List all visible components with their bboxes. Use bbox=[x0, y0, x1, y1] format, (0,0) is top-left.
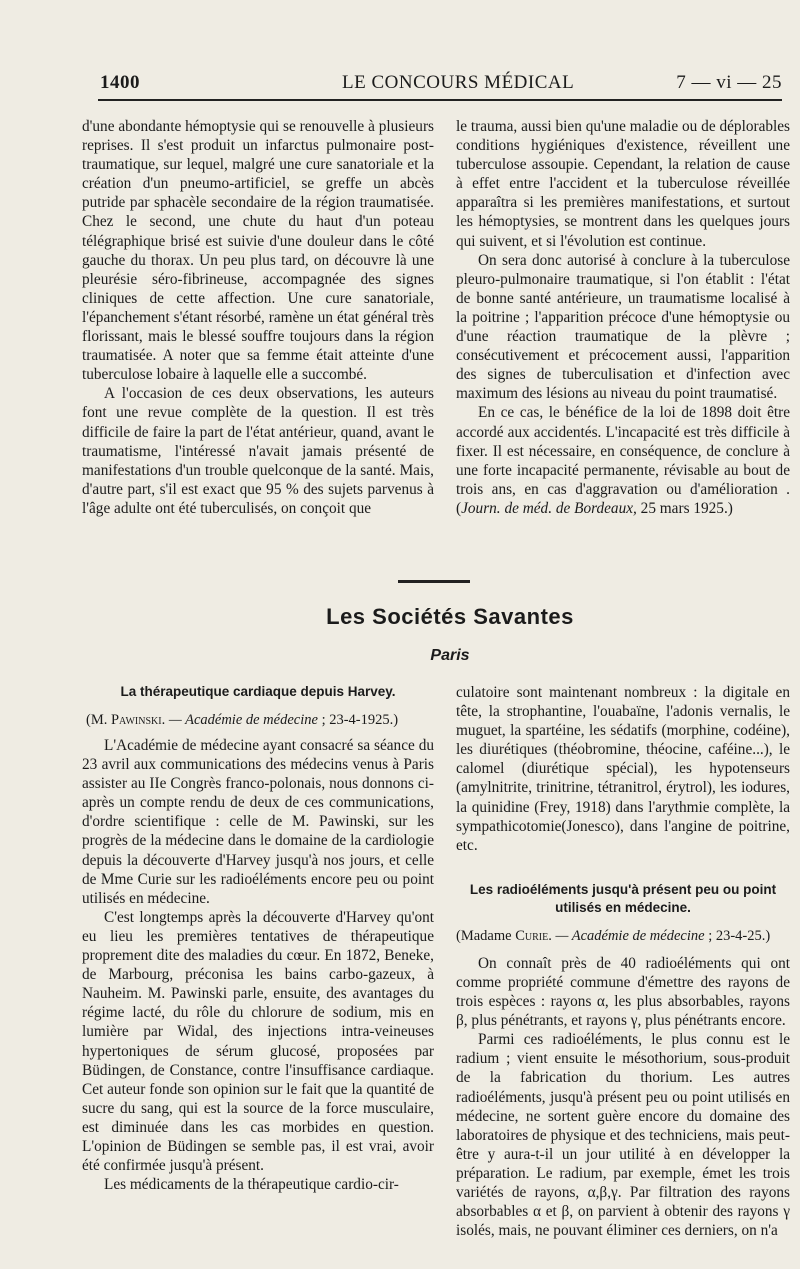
paragraph-text: En ce cas, le bénéfice de la loi de 1898 doit être accordé aux accidentés. L'incapacité est très difficile à fixer. Il est nécessaire, en conséquence, de conclure à une forte incapacité permanente, révisable au bout de trois ans, en cas d'aggravation ou d'amélioration . ( bbox=[456, 404, 790, 517]
paragraph: A l'occasion de ces deux observations, les auteurs font une revue complète de la question. Il est très difficile de faire la part de l'état antérieur, quand, avant le traumatisme, l'intéressé n'avait jamais présenté de manifestations d'un trouble quelconque de la santé. Mais, d'autre part, s'il est exact que 95 % des sujets parvenus à l'âge adulte ont été tuberculisés, on conçoit que bbox=[82, 385, 434, 517]
top-left-column bbox=[82, 117, 434, 518]
byline-open: (Madame bbox=[456, 927, 516, 944]
paragraph: On connaît près de 40 radioéléments qui ont comme propriété commune d'émettre des rayons de trois espèces : rayons α, les plus absorbables, rayons β, plus pénétrants, et rayons γ, plus pénétrants encore. bbox=[456, 954, 790, 1030]
section-separator bbox=[398, 580, 470, 583]
top-right-column bbox=[456, 117, 790, 518]
byline-date: ; 23-4-25.) bbox=[704, 927, 771, 944]
running-header bbox=[98, 66, 782, 96]
article-heading: Les radioéléments jusqu'à présent peu ou point utilisés en médecine. bbox=[469, 881, 777, 915]
header-rule bbox=[98, 99, 782, 101]
article-byline bbox=[456, 927, 790, 946]
paragraph: L'Académie de médecine ayant consacré sa séance du 23 avril aux communications des médecins venus à Paris assister au IIe Congrès franco-polonais, nous donnons ci-après un compte rendu de deux de ces communications, d'ordre scientifique : celle de M. Pawinski, sur les progrès de la médecine dans le domaine de la cardiologie depuis la découverte d'Harvey jusqu'à nos jours, et celle de Mme Curie sur les radioéléments encore peu ou point utilisés en médecine. bbox=[82, 737, 434, 907]
paragraph: culatoire sont maintenant nombreux : la digitale en tête, la strophantine, l'ouabaïne, l'adonis vernalis, le muguet, la spartéine, les sédatifs (morphine, codéine), les diurétiques (théobromine, théocine, caféine...), le calomel (diurétique spécial), les hypotenseurs (amylnitrite, trinitrine, tétranitrol, érytrol), les iodures, la quinidine (Frey, 1918) dans l'arythmie complète, la sympathicotomie(Jonesco), dans l'angine de poitrine, etc. bbox=[456, 684, 790, 854]
citation-journal: Journ. de méd. de Bordeaux, bbox=[461, 499, 637, 517]
article-byline bbox=[82, 711, 434, 730]
author-name: Curie. bbox=[515, 927, 552, 944]
bottom-right-column bbox=[456, 683, 790, 1240]
paragraph: d'une abondante hémoptysie qui se renouvelle à plusieurs reprises. Il s'est produit un infarctus pulmonaire post-traumatique, sur lequel, malgré une cure sanatoriale et la création d'un pneumo-artificiel, se greffe un abcès putride par sphacèle secondaire de la région traumatisée. Chez le second, une chute du haut d'un poteau télégraphique brisé est suivie d'une douleur dans le côté gauche du thorax. Un peu plus tard, on découvre là une pleurésie séro-fibrineuse, accompagnée des signes cliniques de cette affection. Une cure sanatoriale, l'épanchement s'étant résorbé, ramène un état général très florissant, mais le blessé souffre toujours dans la région traumatisée. A noter que sa femme était atteinte d'une tuberculose lobaire à laquelle elle a succombé. bbox=[82, 118, 434, 384]
section-subtitle: Paris bbox=[430, 647, 470, 664]
paragraph-with-citation bbox=[456, 403, 790, 518]
paragraph: le trauma, aussi bien qu'une maladie ou de déplorables conditions hygiéniques d'existence, réveillent une tuberculose assoupie. Cependant, la relation de cause à effet entre l'accident et la tuberculose réveillée apparaîtra si les premières manifestations, et surtout les hémoptysies, se montrent dans les quelques jours qui suivent, et si l'évolution est continue. bbox=[456, 118, 790, 250]
author-name: Pawinski. bbox=[110, 712, 166, 728]
byline-source: — Académie de médecine bbox=[165, 712, 318, 728]
paragraph: C'est longtemps après la découverte d'Harvey qu'ont eu lieu les premières tentatives de thérapeutique proprement dite des maladies du cœur. En 1872, Beneke, de Marbourg, préconisa les bains carbo-gazeux, à Nauheim. M. Pawinski parle, ensuite, des avantages du régime lacté, du rôle du chlorure de sodium, mis en lumière par Widal, des injections intra-veineuses hypertoniques de sérum glucosé, proposées par Büdingen, de Constance, contre l'insuffisance cardiaque. Cet auteur fonde son opinion sur le fait que la quantité de sucre du sang, qui est la source de la force musculaire, est diminuée dans les cas morbides en question. L'opinion de Büdingen se semble pas, il est vrai, avoir été confirmée jusqu'à présent. bbox=[82, 908, 434, 1175]
journal-title: LE CONCOURS MÉDICAL bbox=[342, 72, 575, 93]
byline-date: ; 23-4-1925.) bbox=[317, 712, 399, 728]
page-number: 1400 bbox=[100, 72, 140, 93]
article-heading: La thérapeutique cardiaque depuis Harvey. bbox=[120, 684, 396, 699]
citation-date: 25 mars 1925.) bbox=[636, 499, 733, 517]
paragraph: Les médicaments de la thérapeutique cardio-cir- bbox=[104, 1176, 399, 1194]
bottom-left-column bbox=[82, 683, 434, 1194]
paragraph: Parmi ces radioéléments, le plus connu est le radium ; vient ensuite le mésothorium, sous-produit de la fabrication du thorium. Les autres radioéléments, jusqu'à présent peu ou point utilisés en médecine, ne sortent guère encore du domaine des laboratoires de physique et des techniciens, mais peut-être y aura-t-il un jour utilité à en développer la préparation. Le radium, par exemple, émet les trois variétés de rayons, α,β,γ. Par filtration des rayons absorbables α et β, on parvient à obtenir des rayons γ isolés, mais, ne pouvant éliminer ces derniers, on n'a bbox=[456, 1031, 790, 1240]
paragraph: On sera donc autorisé à conclure à la tuberculose pleuro-pulmonaire traumatique, si l'on établit : l'état de bonne santé antérieure, un traumatisme localisé à la poitrine ; l'apparition précoce d'une hémoptysie ou d'une réaction traumatique de la plèvre ; consécutivement et précocement aussi, l'apparition des signes de tuberculisation et d'infection avec maximum des lésions au niveau du point traumatisé. bbox=[456, 251, 790, 403]
section-title: Les Sociétés Savantes bbox=[326, 604, 574, 629]
byline-source: — Académie de médecine bbox=[551, 927, 705, 944]
issue-date: 7 — vi — 25 bbox=[676, 72, 782, 93]
byline-open: (M. bbox=[86, 712, 111, 728]
